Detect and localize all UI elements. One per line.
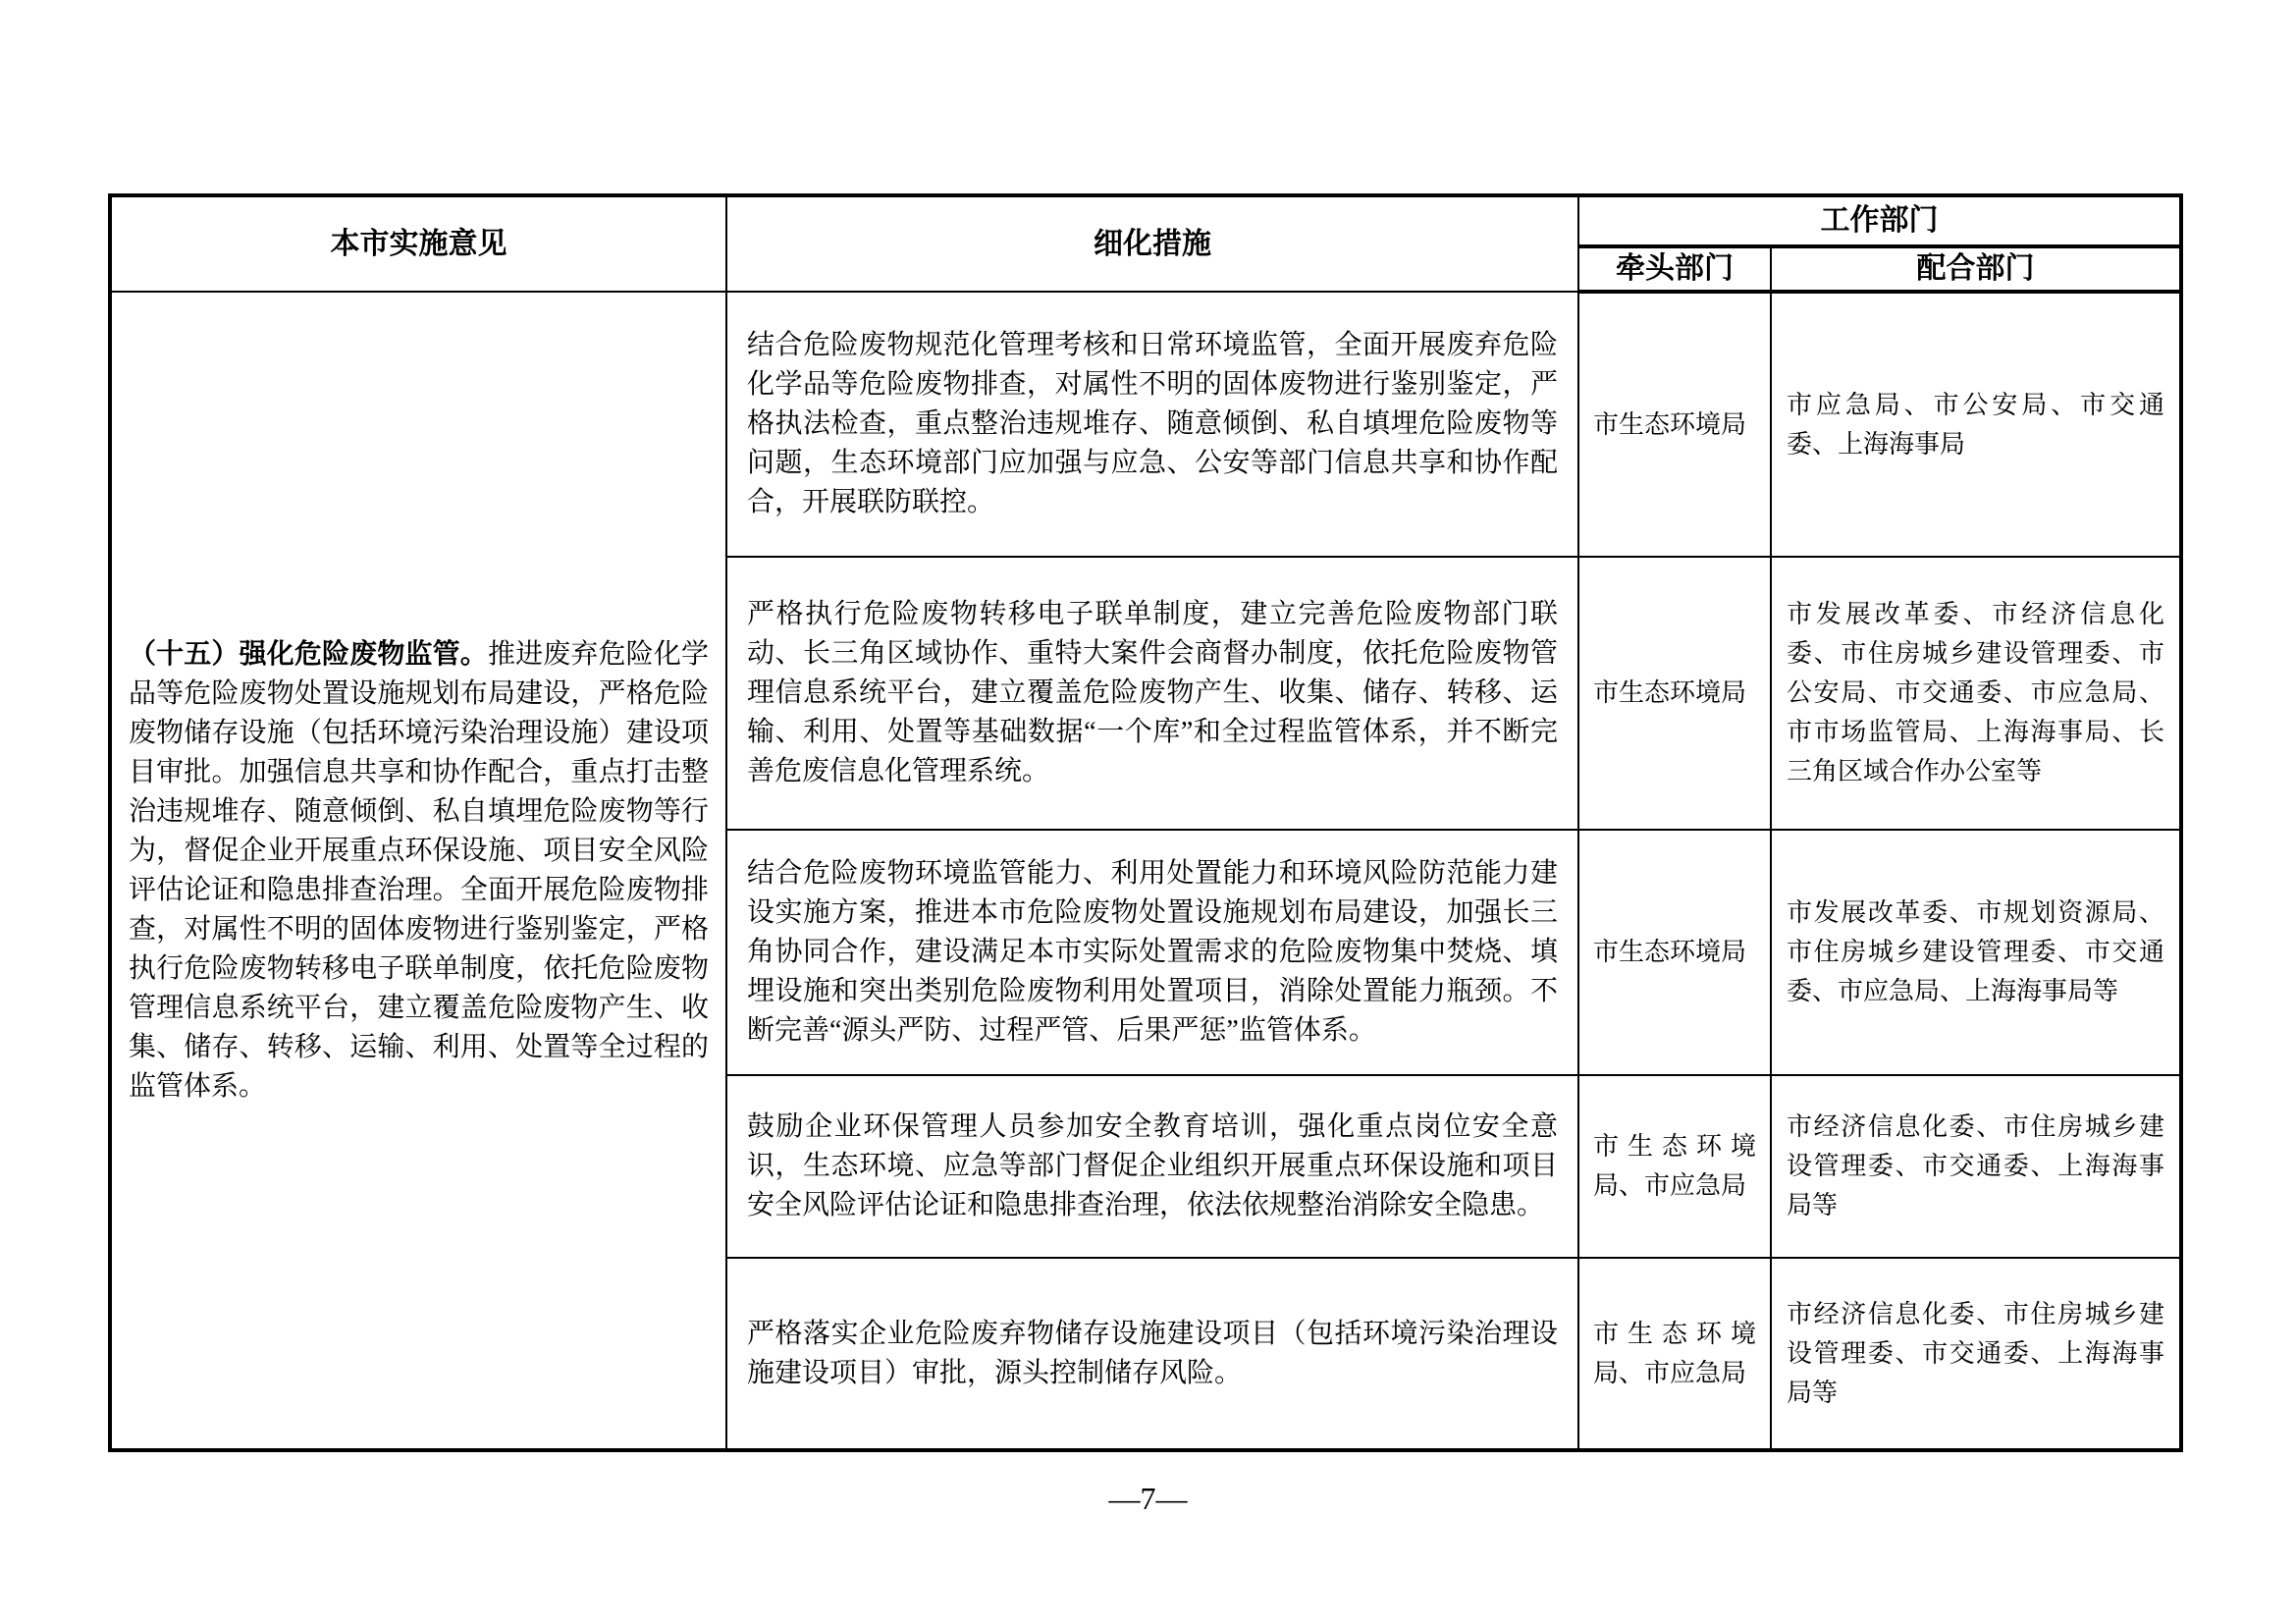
lead-dept-cell: 市生态环境局、市应急局	[1578, 1075, 1771, 1258]
measure-cell: 鼓励企业环保管理人员参加安全教育培训，强化重点岗位安全意识，生态环境、应急等部门督促企业组织开展重点环保设施和项目安全风险评估论证和隐患排查治理，依法依规整治消除安全隐患。	[726, 1075, 1578, 1258]
header-work-departments: 工作部门	[1578, 195, 2181, 246]
implementation-measures-table	[108, 193, 2183, 1452]
opinion-cell	[110, 292, 726, 1450]
header-opinion: 本市实施意见	[110, 195, 726, 292]
header-measures: 细化措施	[726, 195, 1578, 292]
header-cooperate-department: 配合部门	[1771, 246, 2181, 292]
lead-dept-cell: 市生态环境局	[1578, 830, 1771, 1075]
measure-cell: 严格落实企业危险废弃物储存设施建设项目（包括环境污染治理设施建设项目）审批，源头控制储存风险。	[726, 1258, 1578, 1450]
lead-dept-cell: 市生态环境局、市应急局	[1578, 1258, 1771, 1450]
page-number: —7—	[1108, 1481, 1188, 1516]
cooperate-dept-cell: 市发展改革委、市规划资源局、市住房城乡建设管理委、市交通委、市应急局、上海海事局等	[1771, 830, 2181, 1075]
lead-dept-cell: 市生态环境局	[1578, 557, 1771, 830]
cooperate-dept-cell: 市经济信息化委、市住房城乡建设管理委、市交通委、上海海事局等	[1771, 1075, 2181, 1258]
measure-cell: 结合危险废物规范化管理考核和日常环境监管，全面开展废弃危险化学品等危险废物排查，对属性不明的固体废物进行鉴别鉴定，严格执法检查，重点整治违规堆存、随意倾倒、私自填埋危险废物等问题，生态环境部门应加强与应急、公安等部门信息共享和协作配合，开展联防联控。	[726, 292, 1578, 557]
measure-cell: 严格执行危险废物转移电子联单制度，建立完善危险废物部门联动、长三角区域协作、重特大案件会商督办制度，依托危险废物管理信息系统平台，建立覆盖危险废物产生、收集、储存、转移、运输、利用、处置等基础数据“一个库”和全过程监管体系，并不断完善危废信息化管理系统。	[726, 557, 1578, 830]
opinion-bold-intro: （十五）强化危险废物监管。	[129, 638, 488, 670]
table-row	[110, 292, 2181, 557]
header-lead-department: 牵头部门	[1578, 246, 1771, 292]
header-row-1	[110, 195, 2181, 246]
measure-cell: 结合危险废物环境监管能力、利用处置能力和环境风险防范能力建设实施方案，推进本市危险废物处置设施规划布局建设，加强长三角协同合作，建设满足本市实际处置需求的危险废物集中焚烧、填埋设施和突出类别危险废物利用处置项目，消除处置能力瓶颈。不断完善“源头严防、过程严管、后果严惩”监管体系。	[726, 830, 1578, 1075]
cooperate-dept-cell: 市应急局、市公安局、市交通委、上海海事局	[1771, 292, 2181, 557]
cooperate-dept-cell: 市发展改革委、市经济信息化委、市住房城乡建设管理委、市公安局、市交通委、市应急局、市市场监管局、上海海事局、长三角区域合作办公室等	[1771, 557, 2181, 830]
lead-dept-cell: 市生态环境局	[1578, 292, 1771, 557]
cooperate-dept-cell: 市经济信息化委、市住房城乡建设管理委、市交通委、上海海事局等	[1771, 1258, 2181, 1450]
opinion-body-text: 推进废弃危险化学品等危险废物处置设施规划布局建设，严格危险废物储存设施（包括环境污染治理设施）建设项目审批。加强信息共享和协作配合，重点打击整治违规堆存、随意倾倒、私自填埋危险废物等行为，督促企业开展重点环保设施、项目安全风险评估论证和隐患排查治理。全面开展危险废物排查，对属性不明的固体废物进行鉴别鉴定，严格执行危险废物转移电子联单制度，依托危险废物管理信息系统平台，建立覆盖危险废物产生、收集、储存、转移、运输、利用、处置等全过程的监管体系。	[129, 638, 709, 1102]
